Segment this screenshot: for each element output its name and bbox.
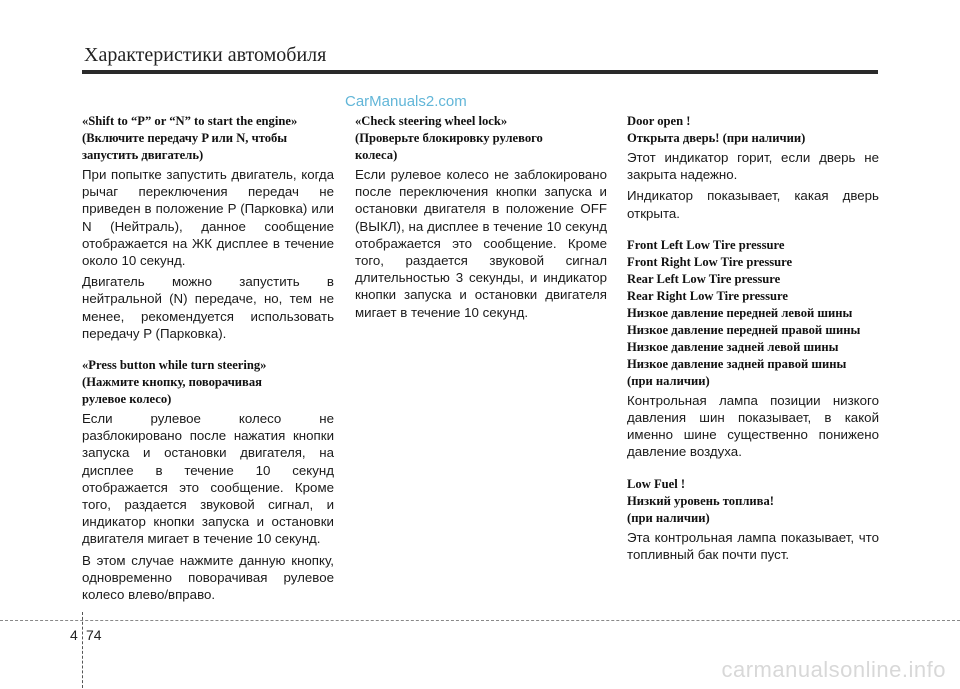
section-heading: Низкий уровень топлива! [627,493,774,508]
page-number-value: 74 [86,627,102,643]
section-heading: «Check steering wheel lock» [355,114,508,128]
column-1 [82,113,334,603]
paragraph: Этот индикатор горит, если дверь не закрыта надежно. [627,150,879,183]
footer-vertical-divider [82,612,84,688]
paragraph: Индикатор показывает, какая дверь открыта. [627,188,879,221]
section-heading: запустить двигатель) [82,148,204,162]
watermark-carmanualsonline: carmanualsonline.info [721,657,946,682]
section-heading: (Проверьте блокировку рулевого [355,131,543,145]
watermark-carmanuals2: CarManuals2.com [345,93,467,110]
section-heading: (при наличии) [627,510,710,525]
column-3 [627,113,879,563]
paragraph: Эта контрольная лампа показывает, что топливный бак почти пуст. [627,529,879,562]
paragraph: Если рулевое колесо не разблокировано после нажатия кнопки запуска и остановки двигателя, на дисплее в течение 10 секунд отображается это сообщение. Кроме того, раздается звуковой сигнал, и индикатор кнопки запуска и остановки двигателя мигает в течение 10 секунд. [82,411,334,547]
section-heading: Rear Left Low Tire pressure [627,271,781,286]
paragraph: Если рулевое колесо не заблокировано после переключения кнопки запуска и остановки двигателя в положение OFF (ВЫКЛ), на дисплее в течение 10 секунд отображается это сообщение. Кроме того, раздается звуковой сигнал длительностью 3 секунды, и индикатор кнопки запуска и остановки двигателя мигает в течение 10 секунд. [355,167,607,320]
section-heading: (Нажмите кнопку, поворачивая [82,375,262,390]
header-rule [82,70,878,74]
section-heading: Низкое давление передней правой шины [627,322,861,337]
section-heading: Front Right Low Tire pressure [627,254,793,269]
section-heading: Открыта дверь! (при наличии) [627,131,806,145]
footer-divider [0,620,960,622]
paragraph: Двигатель можно запустить в нейтральной (N) передаче, но, тем не менее, рекомендуется использовать передачу P (Парковка). [82,274,334,341]
paragraph: Контрольная лампа позиции низкого давления шин показывает, в какой именно шине существенно понижено давление воздуха. [627,392,879,460]
section-heading: Низкое давление задней правой шины [627,356,847,371]
page-number [70,627,102,643]
section-heading: (при наличии) [627,373,710,388]
section-heading: Rear Right Low Tire pressure [627,288,788,303]
section-heading: (Включите передачу P или N, чтобы [82,131,288,145]
section-heading: колеса) [355,148,398,162]
section-heading: «Press button while turn steering» [82,358,267,373]
section-heading: «Shift to “P” or “N” to start the engine» [82,114,298,128]
section-heading: Low Fuel ! [627,476,686,491]
page-header-title: Характеристики автомобиля [84,44,327,66]
section-heading: Низкое давление передней левой шины [627,305,853,320]
section-number: 4 [70,627,78,643]
section-heading: Front Left Low Tire pressure [627,237,785,252]
paragraph: В этом случае нажмите данную кнопку, одновременно поворачивая рулевое колесо влево/вправо. [82,552,334,603]
section-heading: рулевое колесо) [82,392,172,407]
paragraph: При попытке запустить двигатель, когда рычаг переключения передач не приведен в положение P (Парковка) или N (Нейтраль), данное сообщение отображается на ЖК дисплее в течение около 10 секунд. [82,167,334,269]
column-2 [355,113,607,321]
section-heading: Door open ! [627,114,691,128]
section-heading: Низкое давление задней левой шины [627,339,839,354]
